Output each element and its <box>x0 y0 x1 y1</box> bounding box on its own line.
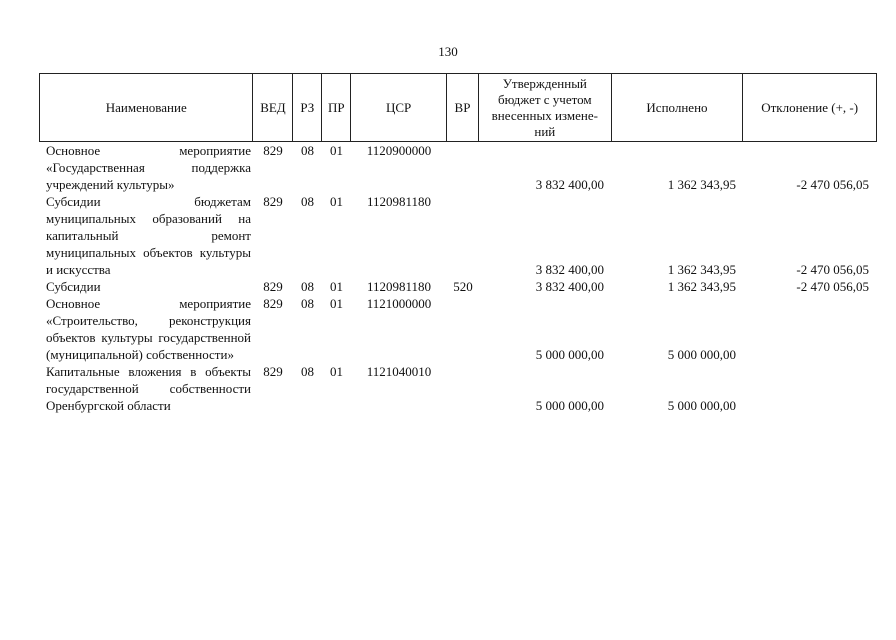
row-budget: 3 832 400,00 <box>535 279 604 294</box>
row-csr: 1120981180 <box>366 194 432 209</box>
header-ved: ВЕД <box>253 74 293 141</box>
header-name: Наименование <box>40 74 253 141</box>
row-budget: 3 832 400,00 <box>535 177 604 192</box>
header-rz: РЗ <box>293 74 322 141</box>
table-row <box>39 142 877 193</box>
row-rz: 08 <box>301 296 314 311</box>
header-budget: Утвержденный бюджет с учетом внесенных измене-ний <box>479 74 612 141</box>
row-pr: 01 <box>330 296 343 311</box>
row-executed: 5 000 000,00 <box>667 398 736 413</box>
row-ved: 829 <box>263 194 283 209</box>
row-ved: 829 <box>263 296 283 311</box>
row-csr: 1120900000 <box>366 143 432 158</box>
row-name: Основное мероприятие «Строительство, реконструкция объектов культуры государственной (муниципальной) собственности» <box>46 296 251 362</box>
row-name: Субсидии бюджетам муниципальных образований на капитальный ремонт муниципальных объектов культуры и искусства <box>46 194 251 277</box>
row-deviation: -2 470 056,05 <box>796 262 869 277</box>
row-executed: 1 362 343,95 <box>667 262 736 277</box>
row-ved: 829 <box>263 364 283 379</box>
row-rz: 08 <box>301 143 314 158</box>
page-number: 130 <box>438 44 458 59</box>
row-name: Основное мероприятие «Государственная поддержка учреждений культуры» <box>46 143 251 192</box>
row-ved: 829 <box>263 143 283 158</box>
table-row <box>39 193 877 278</box>
row-vr <box>447 363 479 414</box>
row-pr: 01 <box>330 279 343 294</box>
row-csr: 1120981180 <box>366 279 432 294</box>
header-csr: ЦСР <box>351 74 447 141</box>
row-rz: 08 <box>301 279 314 294</box>
header-vr: ВР <box>447 74 479 141</box>
row-pr: 01 <box>330 143 343 158</box>
row-rz: 08 <box>301 364 314 379</box>
row-pr: 01 <box>330 194 343 209</box>
row-budget: 5 000 000,00 <box>535 347 604 362</box>
row-budget: 3 832 400,00 <box>535 262 604 277</box>
row-csr: 1121000000 <box>366 296 432 311</box>
header-pr: ПР <box>322 74 351 141</box>
table-header <box>39 73 877 142</box>
row-vr: 520 <box>453 279 473 294</box>
table-row <box>39 295 877 363</box>
row-executed: 5 000 000,00 <box>667 347 736 362</box>
row-deviation: -2 470 056,05 <box>796 279 869 294</box>
header-deviation: Отклонение (+, -) <box>761 99 859 115</box>
row-deviation: -2 470 056,05 <box>796 177 869 192</box>
row-vr <box>447 295 479 363</box>
row-vr <box>447 142 479 193</box>
header-executed: Исполнено <box>612 74 744 141</box>
row-pr: 01 <box>330 364 343 379</box>
row-deviation <box>744 363 877 414</box>
table-row <box>39 278 877 295</box>
row-budget: 5 000 000,00 <box>535 398 604 413</box>
table-row <box>39 363 877 414</box>
row-vr <box>447 193 479 278</box>
row-name: Капитальные вложения в объекты государственной собственности Оренбургской области <box>46 364 251 413</box>
row-executed: 1 362 343,95 <box>667 177 736 192</box>
row-csr: 1121040010 <box>366 364 432 379</box>
table-body <box>39 142 877 414</box>
row-executed: 1 362 343,95 <box>667 279 736 294</box>
row-rz: 08 <box>301 194 314 209</box>
row-deviation <box>744 295 877 363</box>
row-name: Субсидии <box>46 279 101 294</box>
row-ved: 829 <box>263 279 283 294</box>
